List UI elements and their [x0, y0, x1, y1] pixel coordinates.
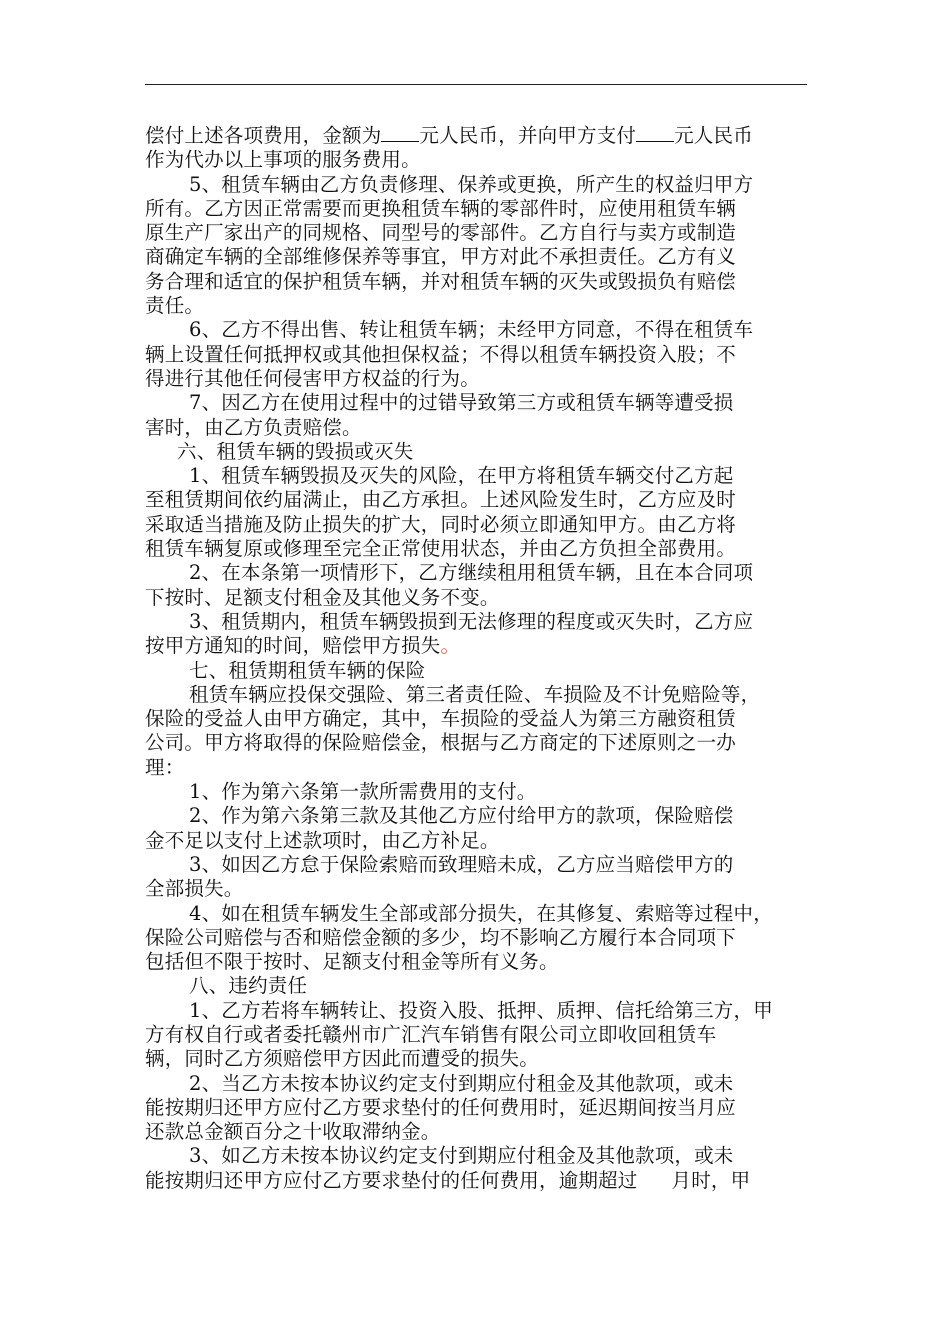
text-line: 2、作为第六条第三款及其他乙方应付给甲方的款项，保险赔偿 [189, 804, 734, 828]
fill-in-blank [636, 125, 674, 142]
header-rule [145, 84, 807, 85]
text-line: 租赁车辆应投保交强险、第三者责任险、车损险及不计免赔险等， [189, 682, 761, 706]
text-line [145, 1169, 809, 1193]
text-line: 保险的受益人由甲方确定，其中，车损险的受益人为第三方融资租赁 [145, 707, 737, 731]
text-segment: 偿付上述各项费用，金额为 [145, 124, 382, 147]
text-line: 租赁车辆复原或修理至完全正常使用状态，并由乙方负担全部费用。 [145, 537, 737, 561]
text-line: 害时，由乙方负责赔偿。 [145, 415, 362, 439]
text-segment: 能按期归还甲方应付乙方要求垫付的任何费用，逾期超过 [145, 1168, 638, 1192]
text-line: 4、如在租赁车辆发生全部或部分损失，在其修复、索赔等过程中， [189, 901, 773, 925]
text-line: 至租赁期间依约届满止，由乙方承担。上述风险发生时，乙方应及时 [145, 488, 737, 512]
text-line: 方有权自行或者委托赣州市广汇汽车销售有限公司立即收回租赁车 [145, 1022, 717, 1046]
text-line: 作为代办以上事项的服务费用。 [145, 148, 421, 172]
text-line: 得进行其他任何侵害甲方权益的行为。 [145, 366, 480, 390]
text-line: 所有。乙方因正常需要而更换租赁车辆的零部件时，应使用租赁车辆 [145, 196, 737, 220]
text-line: 6、乙方不得出售、转让租赁车辆；未经甲方同意，不得在租赁车 [189, 318, 754, 342]
text-line: 1、作为第六条第一款所需费用的支付。 [189, 780, 537, 804]
text-line: 金不足以支付上述款项时，由乙方补足。 [145, 828, 500, 852]
text-line: 务合理和适宜的保护租赁车辆，并对租赁车辆的灭失或毁损负有赔偿 [145, 269, 737, 293]
text-line: 下按时、足额支付租金及其他义务不变。 [145, 585, 500, 609]
fill-in-blank [381, 125, 419, 142]
text-line: 包括但不限于按时、足额支付租金等所有义务。 [145, 950, 559, 974]
text-line: 保险公司赔偿与否和赔偿金额的多少，均不影响乙方履行本合同项下 [145, 925, 737, 949]
text-line: 1、乙方若将车辆转让、投资入股、抵押、质押、信托给第三方，甲 [189, 998, 773, 1022]
text-segment: 月时，甲 [671, 1168, 751, 1192]
text-segment: 。 [440, 634, 461, 658]
text-line: 7、因乙方在使用过程中的过错导致第三方或租赁车辆等遭受损 [189, 391, 734, 415]
text-line: 5、租赁车辆由乙方负责修理、保养或更换，所产生的权益归甲方 [189, 172, 754, 196]
text-line [145, 124, 809, 148]
text-line: 2、在本条第一项情形下，乙方继续租用租赁车辆，且在本合同项 [189, 561, 754, 585]
text-line: 理： [145, 755, 185, 779]
text-line: 辆，同时乙方须赔偿甲方因此而遭受的损失。 [145, 1047, 540, 1071]
text-line: 1、租赁车辆毁损及灭失的风险，在甲方将租赁车辆交付乙方起 [189, 464, 734, 488]
text-line: 3、租赁期内，租赁车辆毁损到无法修理的程度或灭失时，乙方应 [189, 609, 754, 633]
text-line: 八、违约责任 [189, 974, 308, 998]
text-line: 2、当乙方未按本协议约定支付到期应付租金及其他款项，或未 [189, 1071, 734, 1095]
text-line: 辆上设置任何抵押权或其他担保权益；不得以租赁车辆投资入股；不 [145, 342, 737, 366]
text-line: 六、租赁车辆的毁损或灭失 [177, 439, 414, 463]
text-line [145, 634, 809, 658]
document-body [145, 124, 809, 1193]
text-line: 责任。 [145, 294, 205, 318]
text-line: 3、如乙方未按本协议约定支付到期应付租金及其他款项，或未 [189, 1144, 734, 1168]
text-line: 商确定车辆的全部维修保养等事宜，甲方对此不承担责任。乙方有义 [145, 245, 737, 269]
text-segment: 元人民币 [674, 124, 753, 147]
text-line: 还款总金额百分之十收取滞纳金。 [145, 1120, 441, 1144]
text-line: 采取适当措施及防止损失的扩大，同时必须立即通知甲方。由乙方将 [145, 512, 737, 536]
text-line: 3、如因乙方怠于保险索赔而致理赔未成，乙方应当赔偿甲方的 [189, 852, 734, 876]
text-line: 能按期归还甲方应付乙方要求垫付的任何费用时，延迟期间按当月应 [145, 1095, 737, 1119]
text-line: 全部损失。 [145, 877, 244, 901]
text-line: 原生产厂家出产的同规格、同型号的零部件。乙方自行与卖方或制造 [145, 221, 737, 245]
text-segment: 元人民币，并向甲方支付 [419, 124, 637, 147]
text-line: 七、租赁期租赁车辆的保险 [189, 658, 426, 682]
text-line: 公司。甲方将取得的保险赔偿金，根据与乙方商定的下述原则之一办 [145, 731, 737, 755]
text-segment: 按甲方通知的时间，赔偿甲方损失 [145, 634, 441, 658]
